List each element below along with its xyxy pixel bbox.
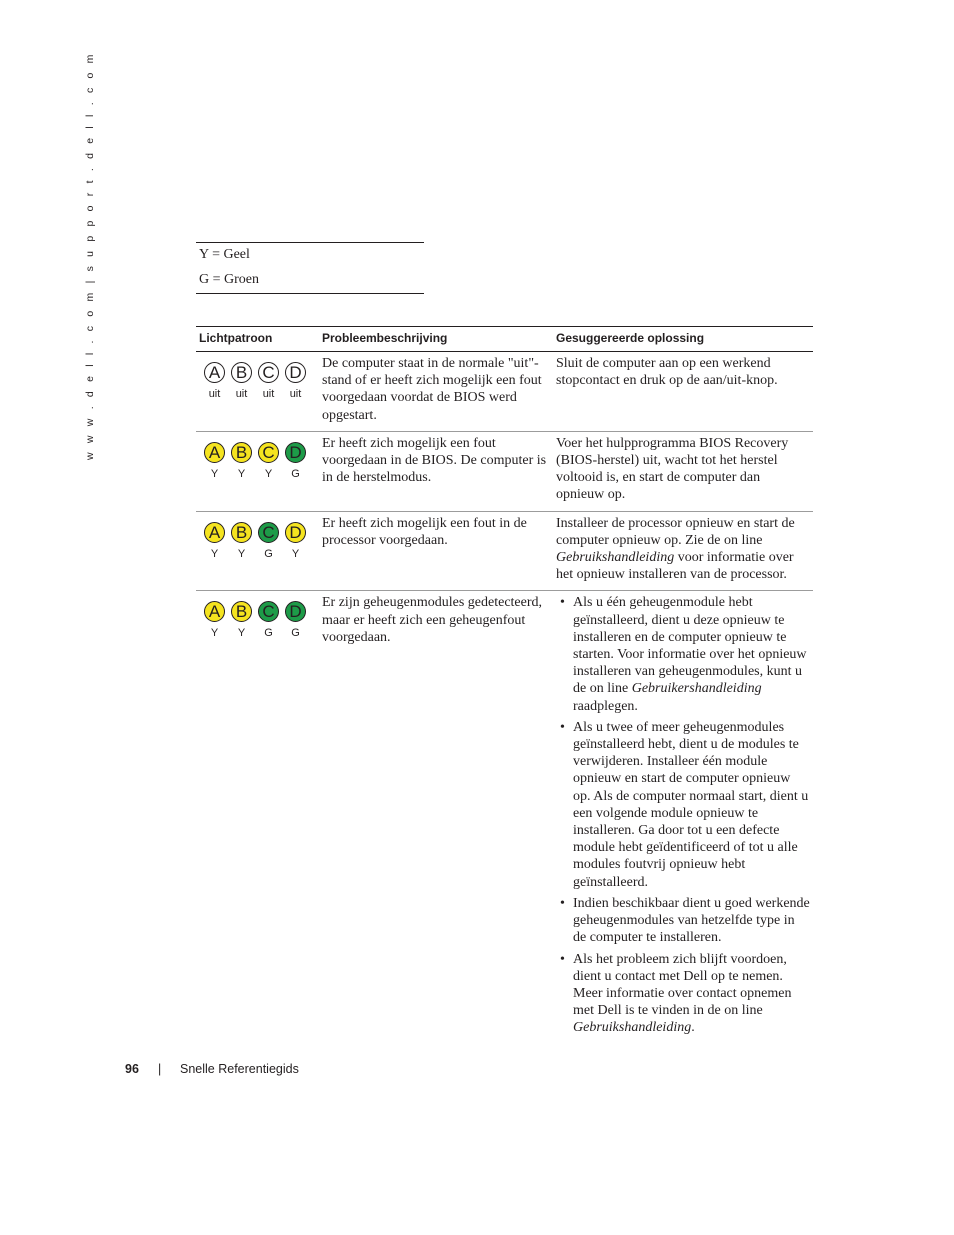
led-b-label: uit: [235, 388, 248, 400]
bullet-text: Als het probleem zich blijft voordoen, dient u contact met Dell op te nemen. Meer informatie over contact opnemen met Dell is te vinden in de on line: [573, 951, 792, 1019]
led-a-label: Y: [210, 547, 219, 560]
led-a-icon: A: [204, 522, 225, 543]
table-row: [196, 431, 813, 511]
led-c-icon: C: [258, 601, 279, 622]
list-item: [556, 719, 810, 891]
light-pattern-cell: [196, 431, 319, 511]
side-url: w w w . d e l l . c o m | s u p p o r t . d e l l . c o m: [84, 51, 96, 460]
legend-yellow: Y = Geel: [199, 247, 250, 262]
led-c-label: uit: [262, 388, 275, 400]
led-a-label: uit: [208, 388, 221, 400]
problem-cell: Er heeft zich mogelijk een fout in de processor voorgedaan.: [319, 511, 553, 591]
led-c: [255, 362, 282, 400]
led-b: [228, 601, 255, 639]
led-d-icon: D: [285, 522, 306, 543]
led-d: [282, 442, 309, 480]
led-c-icon: C: [258, 442, 279, 463]
led-pattern: [201, 601, 316, 639]
led-pattern: [201, 362, 316, 400]
led-d-icon: D: [285, 442, 306, 463]
legend-green: G = Groen: [199, 272, 259, 287]
table-row: [196, 591, 813, 1048]
led-b-label: Y: [237, 547, 246, 560]
led-d-label: G: [291, 627, 300, 640]
problem-cell: Er zijn geheugenmodules gedetecteerd, maar er heeft zich een geheugenfout voorgedaan.: [322, 595, 543, 645]
solution-cell: [553, 591, 813, 1048]
led-a: [201, 442, 228, 480]
led-d-icon: D: [285, 601, 306, 622]
led-c-label: G: [264, 627, 273, 640]
diagnostic-light-table: [196, 326, 813, 1048]
led-a: [201, 362, 228, 400]
problem-cell: De computer staat in de normale "uit"-stand of er heeft zich mogelijk een fout voorgedaan voordat de BIOS werd opgestart.: [319, 352, 553, 432]
led-a-icon: A: [204, 601, 225, 622]
bullet-text-end: raadplegen.: [573, 698, 638, 714]
led-b-label: Y: [237, 627, 246, 640]
led-a: [201, 522, 228, 560]
footer-title: Snelle Referentiegids: [180, 1062, 299, 1076]
footer-separator: |: [158, 1062, 162, 1076]
led-a: [201, 601, 228, 639]
led-c-icon: C: [258, 522, 279, 543]
manual-reference: Gebruikershandleiding: [631, 681, 762, 697]
led-b: [228, 442, 255, 480]
manual-reference: Gebruikshandleiding: [556, 550, 675, 566]
led-c: [255, 601, 282, 639]
led-d-label: uit: [289, 388, 302, 400]
led-a-icon: A: [204, 442, 225, 463]
led-b-label: Y: [237, 467, 246, 480]
table-row: [196, 511, 813, 591]
led-b-icon: B: [231, 442, 252, 463]
solution-cell: [553, 511, 813, 591]
led-a-label: Y: [210, 627, 219, 640]
page-number: 96: [125, 1062, 139, 1076]
led-c: [255, 442, 282, 480]
led-pattern: [201, 442, 316, 480]
light-pattern-cell: [196, 511, 319, 591]
led-c-icon: C: [258, 362, 279, 383]
solution-cell: Voer het hulpprogramma BIOS Recovery (BIOS-herstel) uit, wacht tot het herstel voltooid is, en start de computer dan opnieuw op.: [553, 431, 813, 511]
bullet-text: Als u twee of meer geheugenmodules geïnstalleerd hebt, dient u de modules te verwijderen. Installeer één module opnieuw en start de computer opnieuw op. Als de computer normaal start, dient u een volgende module opnieuw te installeren. Ga door tot u een defecte module hebt geïdentificeerd of tot u alle modules foutvrij opnieuw hebt geïnstalleerd.: [573, 719, 809, 890]
table-row: [196, 352, 813, 432]
led-a-label: Y: [210, 467, 219, 480]
solution-bullet-list: [556, 594, 810, 1036]
solution-text: Installeer de processor opnieuw en start de computer opnieuw op. Zie de on line: [556, 515, 795, 548]
light-pattern-cell: [196, 352, 319, 432]
solution-cell: Sluit de computer aan op een werkend stopcontact en druk op de aan/uit-knop.: [553, 352, 813, 432]
list-item: [556, 594, 810, 714]
led-d-label: Y: [291, 547, 300, 560]
problem-cell: Er heeft zich mogelijk een fout voorgedaan in de BIOS. De computer is in de herstelmodus.: [319, 431, 553, 511]
led-a-icon: A: [204, 362, 225, 383]
manual-reference: Gebruikshandleiding: [573, 1020, 692, 1036]
bullet-text-end: .: [691, 1020, 695, 1036]
list-item: [556, 951, 810, 1037]
led-c: [255, 522, 282, 560]
led-d: [282, 362, 309, 400]
led-c-label: Y: [264, 467, 273, 480]
led-b: [228, 522, 255, 560]
led-b-icon: B: [231, 601, 252, 622]
list-item: [556, 895, 810, 947]
header-suggested-solution: Gesuggereerde oplossing: [553, 327, 813, 352]
bullet-text: Als u één geheugenmodule hebt geïnstalleerd, dient u deze opnieuw te installeren en de computer opnieuw te starten. Voor informatie over het opnieuw installeren van geheugenmodules, kunt u de on line: [573, 595, 807, 697]
led-d-icon: D: [285, 362, 306, 383]
led-b-icon: B: [231, 362, 252, 383]
color-legend: [196, 242, 424, 294]
header-problem-description: Probleembeschrijving: [319, 327, 553, 352]
light-pattern-cell: [196, 591, 319, 1048]
bullet-text: Indien beschikbaar dient u goed werkende geheugenmodules van hetzelfde type in de computer te installeren.: [573, 895, 810, 946]
led-pattern: [201, 522, 316, 560]
led-c-label: G: [264, 547, 273, 560]
led-d: [282, 601, 309, 639]
led-d: [282, 522, 309, 560]
table-header-row: [196, 327, 813, 352]
led-b-icon: B: [231, 522, 252, 543]
led-b: [228, 362, 255, 400]
solution-text-end: voor informatie over het opnieuw installeren van de processor.: [556, 550, 794, 583]
led-d-label: G: [291, 467, 300, 480]
header-light-pattern: Lichtpatroon: [196, 327, 319, 352]
